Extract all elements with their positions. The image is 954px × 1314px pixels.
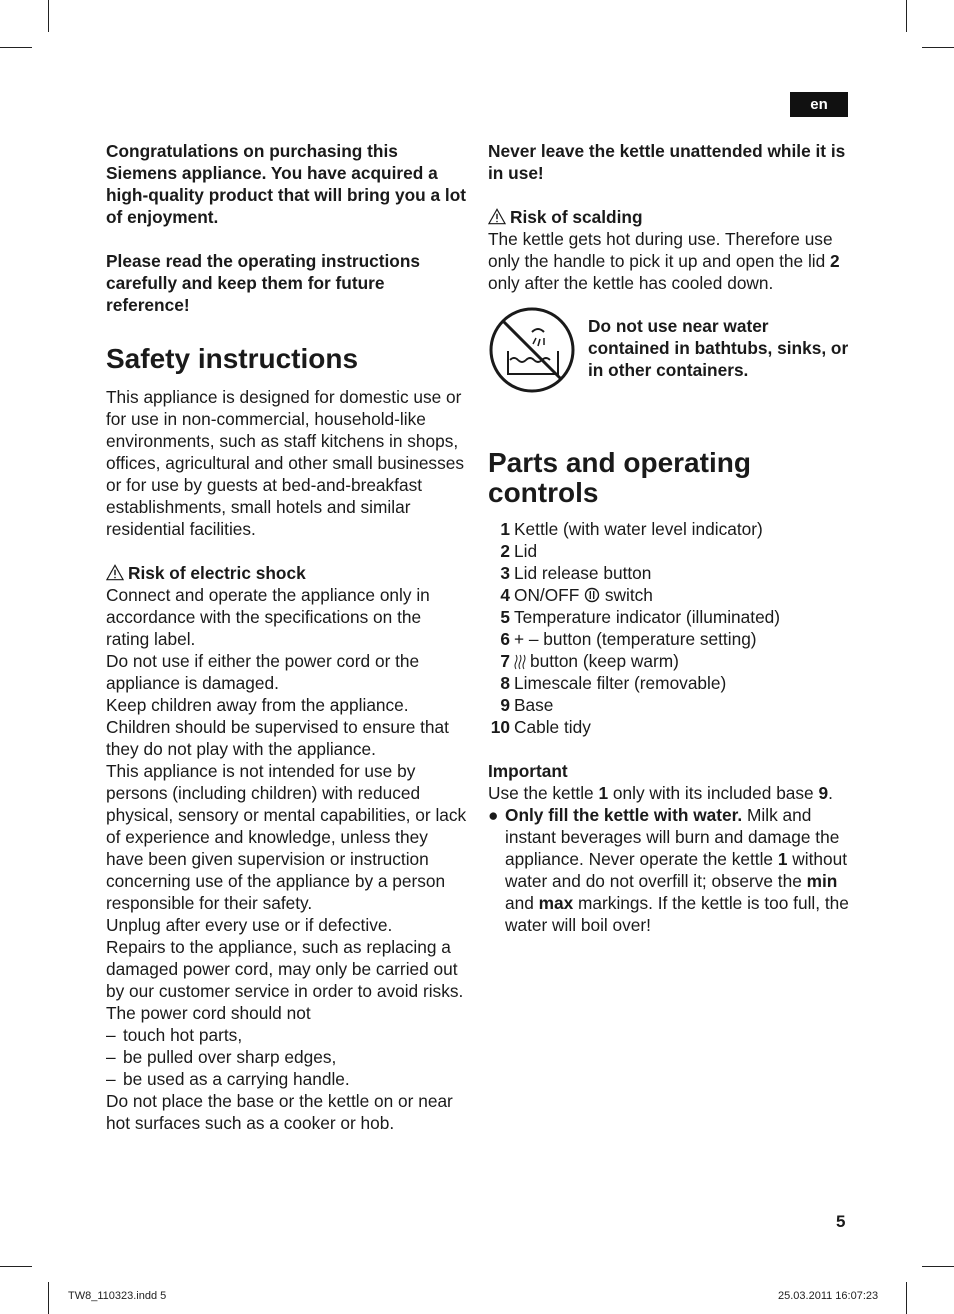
crop-mark (906, 0, 907, 32)
safety-text: Connect and operate the appliance only in accordance with the specifications on the rating label. (106, 585, 430, 649)
bullet-item: ● Only fill the kettle with water. Milk and instant beverages will burn and damage the appliance. Never operate the kettle 1 without water and do not overfill it; observe the min and max markings. If the kettle is too full, the water will boil over! (488, 805, 849, 935)
safety-text: Do not place the base or the kettle on or near hot surfaces such as a cooker or hob. (106, 1091, 453, 1133)
safety-text: Keep children away from the appliance. (106, 695, 409, 715)
crop-mark (48, 0, 49, 32)
crop-mark (906, 1282, 907, 1314)
footer-timestamp: 25.03.2011 16:07:23 (778, 1290, 879, 1302)
intro-congratulations: Congratulations on purchasing this Siemens appliance. You have acquired a high-quality product that will bring you a lot of enjoyment. (106, 141, 467, 227)
warning-icon (106, 564, 124, 581)
no-water-icon (488, 306, 576, 394)
language-tab: en (790, 92, 848, 117)
keep-warm-icon (514, 654, 526, 670)
dash-list-item: – be pulled over sharp edges, (106, 1047, 337, 1067)
parts-heading: Parts and operating controls (488, 447, 751, 508)
intro-read-instructions: Please read the operating instructions carefully and keep them for future reference! (106, 251, 421, 315)
crop-mark (0, 1266, 32, 1267)
crop-mark (922, 1266, 954, 1267)
crop-mark (0, 47, 32, 48)
list-item: 8 Limescale filter (removable) (500, 673, 727, 693)
safety-text: The power cord should not (106, 1003, 311, 1023)
dash-list-item: – touch hot parts, (106, 1025, 243, 1045)
dash-list-item: – be used as a carrying handle. (106, 1069, 350, 1089)
list-item: 5 Temperature indicator (illuminated) (500, 607, 781, 627)
safety-text: Children should be supervised to ensure that they do not play with the appliance. (106, 717, 449, 759)
safety-text: Unplug after every use or if defective. (106, 915, 393, 935)
left-column (106, 140, 468, 1134)
safety-text: Do not use if either the power cord or the appliance is damaged. (106, 651, 420, 693)
list-item: 4 ON/OFF switch (500, 585, 653, 605)
scalding-text: The kettle gets hot during use. Therefore use only the handle to pick it up and open the lid 2 only after the kettle has cooled down. (488, 229, 840, 293)
page-number: 5 (836, 1212, 846, 1231)
warning-icon (488, 208, 506, 225)
risk-scalding-title: Risk of scalding (488, 206, 850, 228)
safety-text: Repairs to the appliance, such as replacing a damaged power cord, may only be carried out by our customer service in order to avoid risks. (106, 937, 464, 1001)
risk-electric-shock-title: Risk of electric shock (106, 562, 468, 584)
crop-mark (922, 47, 954, 48)
power-icon (584, 587, 600, 603)
intended-use-text: This appliance is designed for domestic use or for use in non-commercial, household-like environments, such as staff kitchens in shops, offices, agricultural and other small businesses or for use by guests at bed-and-breakfast establishments, small hotels and similar residential facilities. (106, 387, 464, 539)
footer-file-info: TW8_110323.indd 5 (68, 1290, 167, 1302)
warning-unattended: Never leave the kettle unattended while it is in use! (488, 141, 846, 183)
right-column (488, 140, 850, 936)
list-item: 1 Kettle (with water level indicator) (500, 519, 763, 539)
safety-heading: Safety instructions (106, 343, 359, 374)
water-warning-notice: Do not use near water contained in bathtubs, sinks, or in other containers. (488, 306, 850, 394)
list-item: 9 Base (500, 695, 554, 715)
list-item: 2 Lid (500, 541, 538, 561)
list-item: 6 + – button (temperature setting) (500, 629, 757, 649)
safety-text: This appliance is not intended for use by persons (including children) with reduced physical, sensory or mental capabilities, or lack of experience and knowledge, unless they have been given supervision or instruction concerning use of the appliance by a person responsible for their safety. (106, 761, 467, 913)
important-text: Use the kettle 1 only with its included base 9. (488, 783, 833, 803)
list-item: 10 Cable tidy (490, 717, 591, 737)
list-item: 3 Lid release button (500, 563, 652, 583)
crop-mark (48, 1282, 49, 1314)
important-title: Important (488, 761, 568, 781)
list-item: 7 button (keep warm) (500, 651, 679, 671)
parts-list (488, 518, 850, 738)
